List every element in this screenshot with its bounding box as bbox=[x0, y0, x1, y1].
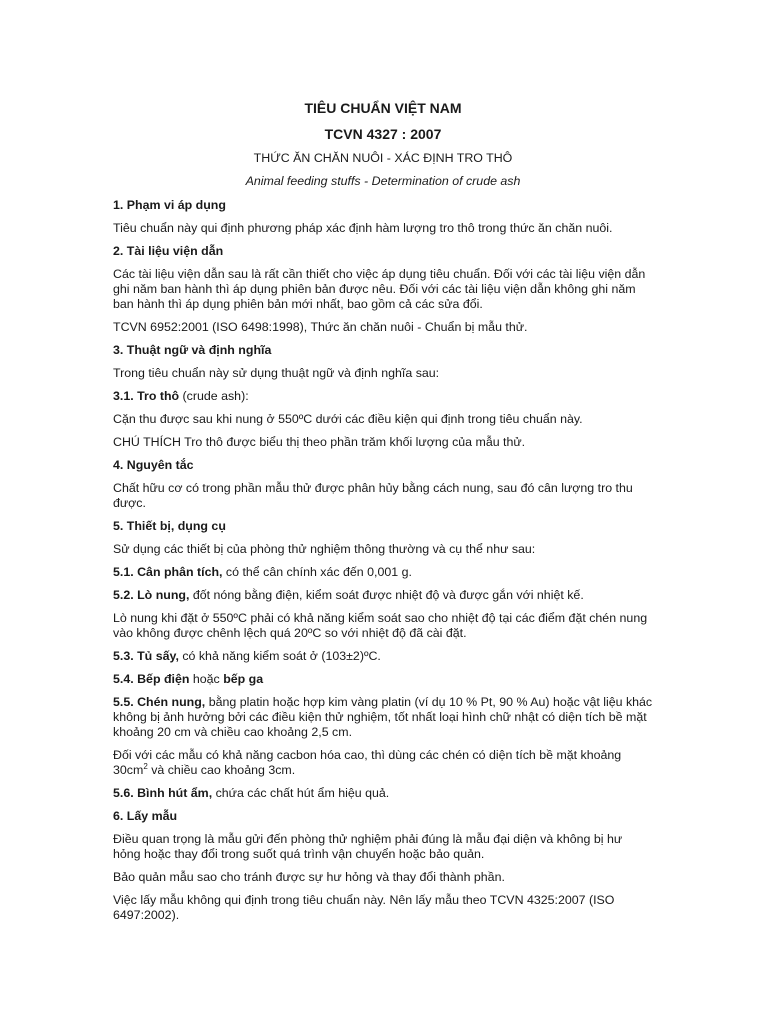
item-text: có khả năng kiểm soát ở (103±2)ºC. bbox=[178, 649, 381, 663]
apparatus-item-dish bbox=[113, 695, 653, 740]
scope-text: Tiêu chuẩn này qui định phương pháp xác định hàm lượng tro thô trong thức ăn chăn nuôi. bbox=[113, 221, 613, 235]
principle-text: Chất hữu cơ có trong phần mẫu thử được phân hủy bằng cách nung, sau đó cân lượng tro thu được. bbox=[113, 481, 633, 510]
section-heading-scope: 1. Phạm vi áp dụng bbox=[113, 198, 226, 212]
item-label: 5.6. Bình hút ẩm, bbox=[113, 786, 213, 800]
terms-intro: Trong tiêu chuẩn này sử dụng thuật ngữ và định nghĩa sau: bbox=[113, 366, 440, 380]
document-subtitle: THỨC ĂN CHĂN NUÔI - XÁC ĐỊNH TRO THÔ bbox=[253, 151, 513, 165]
apparatus-item-hotplate bbox=[113, 672, 653, 687]
standard-code: TCVN 4327 : 2007 bbox=[324, 126, 442, 142]
item-label: 5.4. Bếp điện bbox=[113, 672, 190, 686]
document-body bbox=[113, 100, 653, 931]
furnace-note: Lò nung khi đặt ở 550ºC phải có khả năng kiểm soát sao cho nhiệt độ tại các điểm đặt chén nung vào không được chênh lệch quá 20ºC so với nhiệt độ đã cài đặt. bbox=[113, 611, 648, 640]
term-label: 3.1. Tro thô bbox=[113, 389, 180, 403]
item-label: 5.3. Tủ sấy, bbox=[113, 649, 179, 663]
sampling-paragraph-2: Bảo quản mẫu sao cho tránh được sự hư hỏng và thay đổi thành phần. bbox=[113, 870, 505, 884]
apparatus-item-oven bbox=[113, 649, 653, 664]
dish-note-text: Đối với các mẫu có khả năng cacbon hóa cao, thì dùng các chén có diện tích bề mặt khoảng 30cm bbox=[113, 748, 622, 777]
dish-note bbox=[113, 748, 653, 778]
english-title: Animal feeding stuffs - Determination of crude ash bbox=[245, 174, 521, 188]
section-heading-sampling: 6. Lấy mẫu bbox=[113, 809, 178, 823]
apparatus-item-desiccator bbox=[113, 786, 653, 801]
item-text: chứa các chất hút ẩm hiệu quả. bbox=[212, 786, 390, 800]
references-paragraph: Các tài liệu viện dẫn sau là rất cần thiết cho việc áp dụng tiêu chuẩn. Đối với các tài liệu viện dẫn ghi năm ban hành thì áp dụng phiên bản được nêu. Đối với các tài liệu viện dẫn không ghi năm ban hành thì áp dụng phiên bản mới nhất, bao gồm cả các sửa đổi. bbox=[113, 267, 646, 311]
section-heading-apparatus: 5. Thiết bị, dụng cụ bbox=[113, 519, 226, 533]
document-title: TIÊU CHUẨN VIỆT NAM bbox=[304, 100, 462, 116]
section-heading-terms: 3. Thuật ngữ và định nghĩa bbox=[113, 343, 272, 357]
section-heading-principle: 4. Nguyên tắc bbox=[113, 458, 194, 472]
dish-note-text-end: và chiều cao khoảng 3cm. bbox=[147, 763, 296, 777]
item-label: 5.5. Chén nung, bbox=[113, 695, 206, 709]
term-crude-ash bbox=[113, 389, 653, 404]
term-note: CHÚ THÍCH Tro thô được biểu thị theo phần trăm khối lượng của mẫu thử. bbox=[113, 435, 526, 449]
sampling-paragraph-3: Việc lấy mẫu không qui định trong tiêu chuẩn này. Nên lấy mẫu theo TCVN 4325:2007 (ISO 6497:2002). bbox=[113, 893, 615, 922]
sampling-paragraph-1: Điều quan trọng là mẫu gửi đến phòng thử nghiệm phải đúng là mẫu đại diện và không bị hư hỏng hoặc thay đổi trong suốt quá trình vận chuyển hoặc bảo quản. bbox=[113, 832, 623, 861]
item-label: 5.2. Lò nung, bbox=[113, 588, 190, 602]
superscript: 2 bbox=[143, 761, 148, 771]
section-heading-references: 2. Tài liệu viện dẫn bbox=[113, 244, 224, 258]
apparatus-intro: Sử dụng các thiết bị của phòng thử nghiệm thông thường và cụ thể như sau: bbox=[113, 542, 536, 556]
apparatus-item-furnace bbox=[113, 588, 653, 603]
item-text: có thể cân chính xác đến 0,001 g. bbox=[222, 565, 412, 579]
item-label-alt: bếp ga bbox=[223, 672, 264, 686]
item-label: 5.1. Cân phân tích, bbox=[113, 565, 223, 579]
apparatus-item-balance bbox=[113, 565, 653, 580]
references-item: TCVN 6952:2001 (ISO 6498:1998), Thức ăn chăn nuôi - Chuẩn bị mẫu thử. bbox=[113, 320, 528, 334]
term-english: (crude ash): bbox=[179, 389, 249, 403]
item-text: đốt nóng bằng điện, kiểm soát được nhiệt độ và được gắn với nhiệt kế. bbox=[189, 588, 584, 602]
term-definition: Cặn thu được sau khi nung ở 550ºC dưới các điều kiện qui định trong tiêu chuẩn này. bbox=[113, 412, 583, 426]
item-text: hoặc bbox=[189, 672, 224, 686]
item-text: bằng platin hoặc hợp kim vàng platin (ví dụ 10 % Pt, 90 % Au) hoặc vật liệu khác không bị ảnh hưởng bởi các điều kiện thử nghiệm, tốt nhất loại hình chữ nhật có diện tích bề mặt khoảng 20 cm và chiều cao khoảng 2,5 cm. bbox=[113, 695, 653, 739]
